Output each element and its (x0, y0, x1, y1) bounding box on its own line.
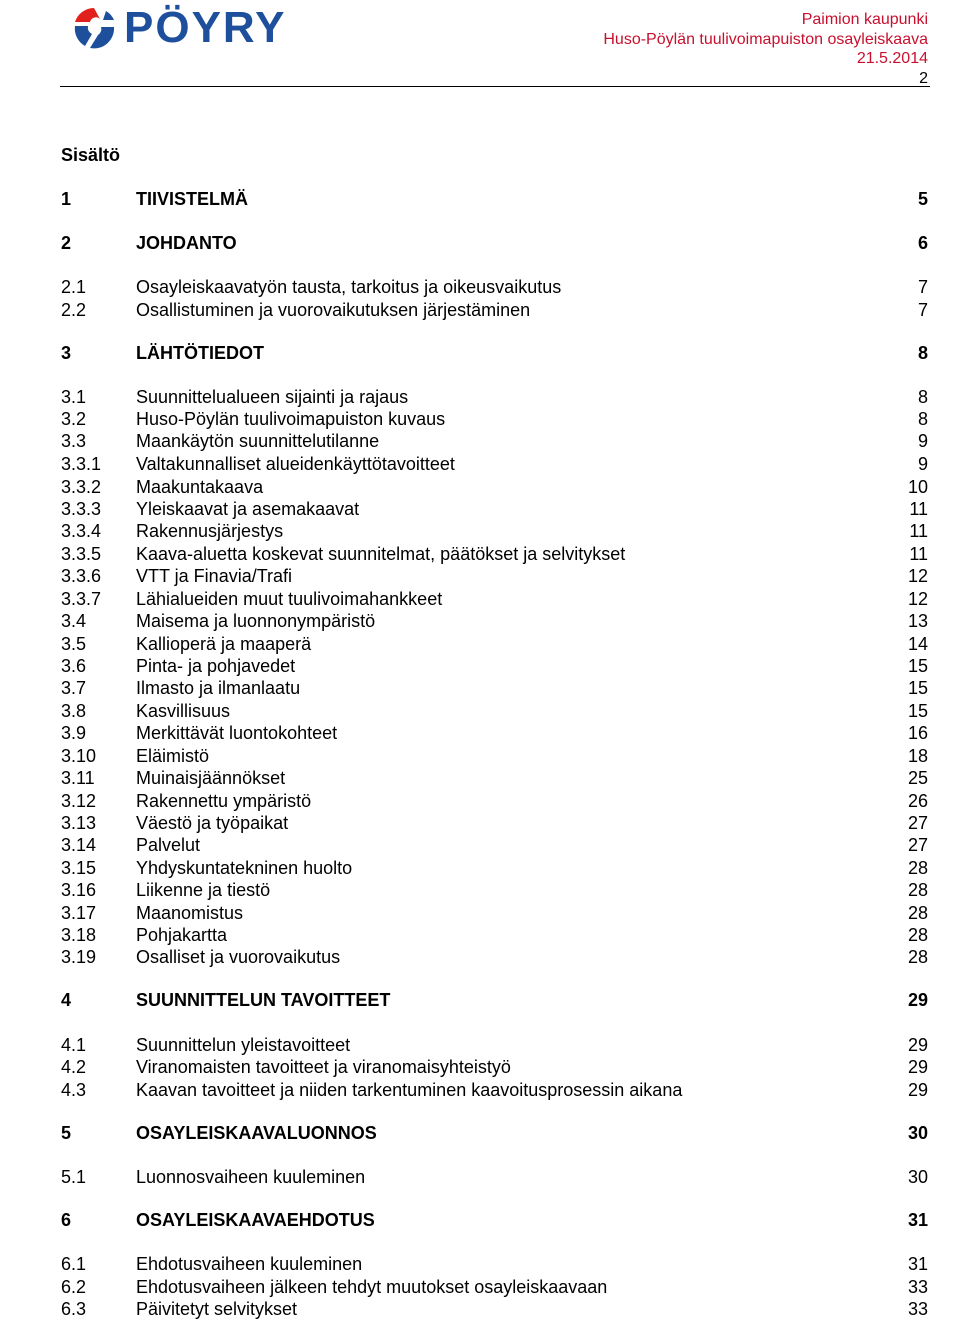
toc-entry-page: 28 (907, 903, 928, 923)
toc-entry[interactable] (61, 430, 928, 452)
toc-entry[interactable] (61, 520, 928, 542)
toc-entry-number: 4.2 (61, 1057, 87, 1077)
toc-entry[interactable] (61, 588, 928, 610)
toc-entry-number: 6.2 (61, 1277, 87, 1297)
toc-entry-number: 3.15 (61, 858, 97, 878)
toc-entry-page: 33 (907, 1299, 928, 1319)
toc-entry[interactable] (61, 188, 928, 210)
toc-entry-page: 29 (907, 1080, 928, 1100)
toc-entry-number: 3.10 (61, 746, 97, 766)
toc-entry-page: 11 (909, 521, 928, 541)
toc-entry[interactable] (61, 924, 928, 946)
toc-entry[interactable] (61, 722, 928, 744)
toc-entry[interactable] (61, 902, 928, 924)
toc-entry-page: 11 (909, 544, 928, 564)
toc-entry-page: 25 (907, 768, 928, 788)
toc-entry-label: Rakennusjärjestys (136, 521, 284, 541)
toc-entry[interactable] (61, 565, 928, 587)
toc-entry[interactable] (61, 700, 928, 722)
toc-entry-label: Kasvillisuus (136, 701, 231, 721)
toc-entry-label: JOHDANTO (136, 233, 237, 253)
toc-entry-page: 8 (917, 387, 928, 407)
toc-entry-page: 7 (917, 300, 928, 320)
toc-entry-number: 5.1 (61, 1167, 87, 1187)
toc-entry-number: 3.11 (61, 768, 95, 788)
toc-entry-page: 18 (907, 746, 928, 766)
toc-entry-number: 2.2 (61, 300, 87, 320)
toc-entry-label: Huso-Pöylän tuulivoimapuiston kuvaus (136, 409, 446, 429)
toc-entry[interactable] (61, 276, 928, 298)
toc-entry-number: 3.14 (61, 835, 97, 855)
toc-entry-number: 3.17 (61, 903, 97, 923)
toc-entry-label: Muinaisjäännökset (136, 768, 286, 788)
header-meta (603, 10, 928, 88)
toc-entry[interactable] (61, 1056, 928, 1078)
page-number: 2 (919, 69, 928, 87)
toc-entry-page: 5 (917, 189, 928, 209)
toc-entry-page: 10 (907, 477, 928, 497)
toc-entry-label: Eläimistö (136, 746, 210, 766)
toc-entry-page: 33 (907, 1277, 928, 1297)
toc-entry-number: 4 (61, 990, 72, 1010)
toc-entry-label: Lähialueiden muut tuulivoimahankkeet (136, 589, 443, 609)
document-date: 21.5.2014 (856, 50, 928, 67)
toc-entry[interactable] (61, 1079, 928, 1101)
toc-entry[interactable] (61, 1298, 928, 1320)
toc-entry-label: VTT ja Finavia/Trafi (136, 566, 293, 586)
toc-entry[interactable] (61, 655, 928, 677)
toc-entry-number: 3.3 (61, 431, 87, 451)
toc-entry-page: 13 (907, 611, 928, 631)
toc-entry-page: 28 (907, 880, 928, 900)
toc-entry-page: 7 (917, 277, 928, 297)
poyry-logo (70, 3, 287, 52)
toc-entry-label: Kallioperä ja maaperä (136, 634, 312, 654)
toc-entry-page: 27 (907, 813, 928, 833)
toc-entry-number: 2.1 (61, 277, 87, 297)
toc-entry-number: 3.3.5 (61, 544, 102, 564)
toc-entry-number: 4.1 (61, 1035, 87, 1055)
toc-entry-number: 3.1 (61, 387, 87, 407)
toc-entry[interactable] (61, 946, 928, 968)
toc-entry-number: 3.7 (61, 678, 87, 698)
toc-entry[interactable] (61, 408, 928, 430)
toc-entry-page: 29 (907, 1035, 928, 1055)
toc-entry-number: 3.9 (61, 723, 87, 743)
toc-entry[interactable] (61, 498, 928, 520)
toc-entry-page: 6 (917, 233, 928, 253)
toc-entry-page: 12 (907, 566, 928, 586)
toc-entry-page: 8 (917, 343, 928, 363)
toc-entry-page: 28 (907, 947, 928, 967)
toc-entry-number: 3.3.7 (61, 589, 102, 609)
toc-entry-label: Palvelut (136, 835, 201, 855)
toc-entry[interactable] (61, 989, 928, 1011)
toc-entry-page: 15 (907, 656, 928, 676)
toc-entry[interactable] (61, 834, 928, 856)
toc-entry-number: 2 (61, 233, 72, 253)
toc-entry[interactable] (61, 790, 928, 812)
toc-entry[interactable] (61, 1122, 928, 1144)
toc-entry-number: 3.13 (61, 813, 97, 833)
toc-entry-label: Väestö ja työpaikat (136, 813, 289, 833)
toc-entry[interactable] (61, 1276, 928, 1298)
poyry-logo-mark-icon (70, 6, 118, 50)
project-name: Huso-Pöylän tuulivoimapuiston osayleiskaava (603, 30, 928, 48)
toc-entry[interactable] (61, 879, 928, 901)
toc-entry-label: Yhdyskuntatekninen huolto (136, 858, 353, 878)
toc-entry-label: Yleiskaavat ja asemakaavat (136, 499, 360, 519)
toc-entry-label: Maanomistus (136, 903, 244, 923)
toc-entry-page: 26 (907, 791, 928, 811)
toc-entry-page: 15 (907, 678, 928, 698)
toc-entry[interactable] (61, 476, 928, 498)
toc-entry-label: Luonnosvaiheen kuuleminen (136, 1167, 366, 1187)
toc-entry-page: 8 (917, 409, 928, 429)
toc-entry-page: 15 (907, 701, 928, 721)
toc-entry-number: 3.12 (61, 791, 97, 811)
toc-entry[interactable] (61, 1253, 928, 1275)
toc-entry-number: 3.8 (61, 701, 87, 721)
toc-entry-page: 29 (907, 990, 928, 1010)
toc-entry-label: Pinta- ja pohjavedet (136, 656, 296, 676)
toc-entry-number: 1 (61, 189, 72, 209)
toc-entry-number: 6.3 (61, 1299, 87, 1319)
toc-entry-page: 31 (907, 1254, 928, 1274)
toc-entry-label: Osalliset ja vuorovaikutus (136, 947, 341, 967)
toc-entry-label: Osayleiskaavatyön tausta, tarkoitus ja oikeusvaikutus (136, 277, 562, 297)
toc-entry[interactable] (61, 610, 928, 632)
toc-entry-number: 3 (61, 343, 72, 363)
toc-entry-number: 3.3.1 (61, 454, 102, 474)
toc-entry-label: Osallistuminen ja vuorovaikutuksen järjestäminen (136, 300, 531, 320)
toc-entry-page: 28 (907, 925, 928, 945)
toc-title: Sisältö (61, 145, 121, 165)
header-divider (60, 86, 930, 87)
toc-entry[interactable] (61, 299, 928, 321)
toc-entry-label: Ehdotusvaiheen jälkeen tehdyt muutokset osayleiskaavaan (136, 1277, 608, 1297)
toc-entry-number: 3.3.2 (61, 477, 102, 497)
toc-entry-label: TIIVISTELMÄ (136, 189, 248, 209)
toc-entry-number: 3.4 (61, 611, 87, 631)
toc-entry-number: 3.3.3 (61, 499, 102, 519)
toc-entry-label: OSAYLEISKAAVAEHDOTUS (136, 1210, 375, 1230)
toc-entry-label: Kaavan tavoitteet ja niiden tarkentuminen kaavoitusprosessin aikana (136, 1080, 683, 1100)
toc-entry-label: Liikenne ja tiestö (136, 880, 271, 900)
toc-entry-page: 11 (909, 499, 928, 519)
toc-entry-label: Pohjakartta (136, 925, 228, 945)
toc-entry-page: 29 (907, 1057, 928, 1077)
toc-entry-label: Maakuntakaava (136, 477, 264, 497)
toc-entry[interactable] (61, 767, 928, 789)
toc-entry-page: 30 (907, 1123, 928, 1143)
toc-entry[interactable] (61, 1166, 928, 1188)
toc-entry-page: 30 (907, 1167, 928, 1187)
toc-entry-label: Ehdotusvaiheen kuuleminen (136, 1254, 363, 1274)
toc-entry-number: 6.1 (61, 1254, 87, 1274)
toc-entry-page: 9 (917, 431, 928, 451)
toc-entry-label: Suunnittelualueen sijainti ja rajaus (136, 387, 409, 407)
logo-wordmark: PÖYRY (124, 3, 287, 52)
toc-entry-number: 3.5 (61, 634, 87, 654)
toc-entry[interactable] (61, 453, 928, 475)
toc-entry-page: 28 (907, 858, 928, 878)
toc-entry-label: Merkittävät luontokohteet (136, 723, 338, 743)
toc-entry-label: OSAYLEISKAAVALUONNOS (136, 1123, 377, 1143)
toc-entry-number: 5 (61, 1123, 72, 1143)
toc-entry-page: 27 (907, 835, 928, 855)
toc-entry-label: LÄHTÖTIEDOT (136, 343, 264, 363)
toc-entry[interactable] (61, 677, 928, 699)
toc-entry[interactable] (61, 633, 928, 655)
toc-entry[interactable] (61, 745, 928, 767)
toc-entry-number: 3.16 (61, 880, 97, 900)
toc-entry-number: 4.3 (61, 1080, 87, 1100)
toc-entry-label: Viranomaisten tavoitteet ja viranomaisyhteistyö (136, 1057, 511, 1077)
toc-entry-page: 16 (907, 723, 928, 743)
toc-entry-label: Rakennettu ympäristö (136, 791, 312, 811)
toc-entry-page: 12 (907, 589, 928, 609)
toc-entry-number: 3.3.6 (61, 566, 102, 586)
toc-entry-number: 3.6 (61, 656, 87, 676)
toc-entry-page: 14 (907, 634, 928, 654)
toc-entry[interactable] (61, 1034, 928, 1056)
toc-entry-page: 9 (917, 454, 928, 474)
toc-entry-label: Ilmasto ja ilmanlaatu (136, 678, 301, 698)
toc-entry[interactable] (61, 1209, 928, 1231)
toc-entry-label: Päivitetyt selvitykset (136, 1299, 298, 1319)
toc-entry[interactable] (61, 543, 928, 565)
toc-entry-page: 31 (907, 1210, 928, 1230)
toc-entry-label: Maankäytön suunnittelutilanne (136, 431, 380, 451)
toc-entry-label: Valtakunnalliset alueidenkäyttötavoitteet (136, 454, 455, 474)
toc-entry-label: Maisema ja luonnonympäristö (136, 611, 376, 631)
toc-entry[interactable] (61, 857, 928, 879)
toc-entry-label: Kaava-aluetta koskevat suunnitelmat, päätökset ja selvitykset (136, 544, 626, 564)
toc-entry-number: 3.18 (61, 925, 97, 945)
toc-entry-number: 3.2 (61, 409, 87, 429)
toc-entry[interactable] (61, 232, 928, 254)
toc-entry[interactable] (61, 812, 928, 834)
toc-entry-number: 6 (61, 1210, 72, 1230)
toc-entry-number: 3.19 (61, 947, 97, 967)
toc-entry[interactable] (61, 386, 928, 408)
toc-entry-label: SUUNNITTELUN TAVOITTEET (136, 990, 391, 1010)
toc-entry[interactable] (61, 342, 928, 364)
toc-entry-label: Suunnittelun yleistavoitteet (136, 1035, 351, 1055)
client-name: Paimion kaupunki (801, 11, 928, 28)
toc-entry-number: 3.3.4 (61, 521, 102, 541)
